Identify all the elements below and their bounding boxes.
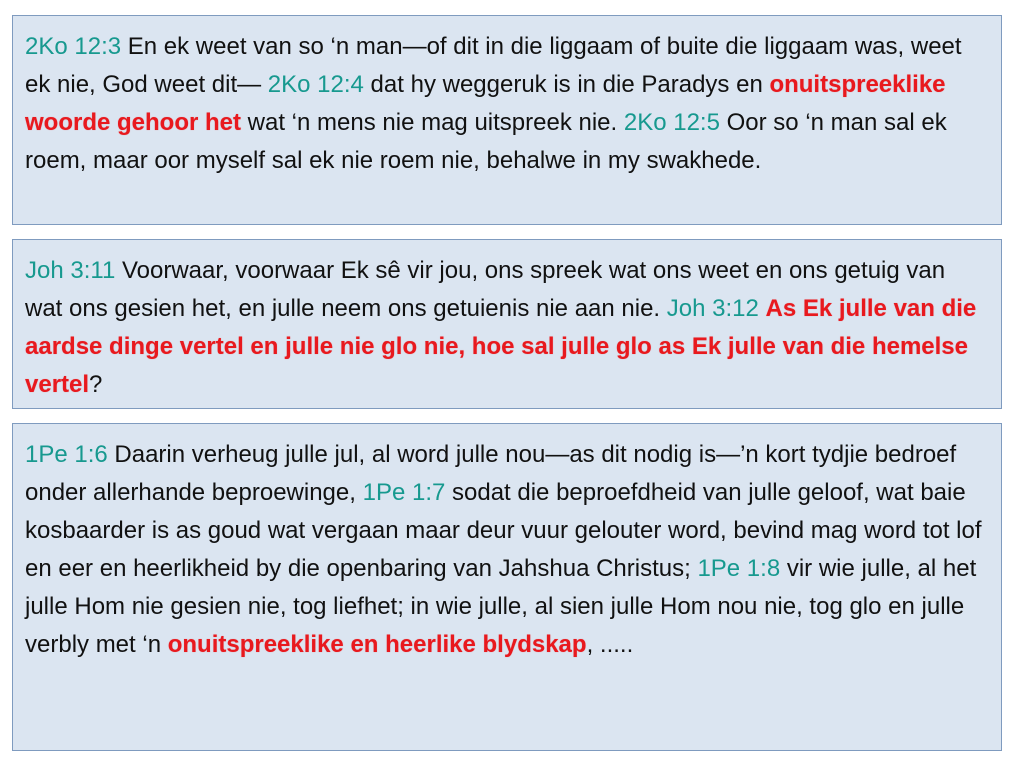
- highlighted-phrase: onuitspreeklike woorde gehoor het: [25, 71, 946, 136]
- verse-reference: 1Pe 1:8: [697, 555, 781, 582]
- verse-text: En ek weet van so ‘n man—of dit in die liggaam of buite die liggaam was, weet ek nie, God weet dit—: [25, 33, 962, 98]
- verse-reference: 1Pe 1:7: [362, 479, 446, 506]
- verse-reference: Joh 3:11: [25, 257, 116, 284]
- verse-text: Oor so ‘n man sal ek roem, maar oor myself sal ek nie roem nie, behalwe in my swakhede.: [25, 109, 947, 174]
- verse-text: ?: [89, 371, 103, 398]
- verse-text: Voorwaar, voorwaar Ek sê vir jou, ons spreek wat ons weet en ons getuig van wat ons gesien het, en julle neem ons getuienis nie aan nie.: [25, 257, 946, 322]
- verse-text: vir wie julle, al het julle Hom nie gesien nie, tog liefhet; in wie julle, al sien julle Hom nou nie, tog glo en julle verbly met ‘n: [25, 555, 977, 658]
- verse-box-joh-3: [12, 239, 1002, 409]
- verse-reference: Joh 3:12: [666, 295, 759, 322]
- highlighted-phrase: As Ek julle van die aardse dinge vertel en julle nie glo nie, hoe sal julle glo as Ek julle van die hemelse vertel: [25, 295, 977, 398]
- verse-reference: 2Ko 12:5: [623, 109, 720, 136]
- verse-text: sodat die beproefdheid van julle geloof, wat baie kosbaarder is as goud wat vergaan maar deur vuur gelouter word, bevind mag word tot lof en eer en heerlikheid by die openbaring van Jahshua Christus;: [25, 479, 982, 582]
- verse-text: , .....: [586, 631, 634, 658]
- verse-box-1pe-1: [12, 423, 1002, 751]
- verse-text: [759, 295, 766, 322]
- verse-text: Daarin verheug julle jul, al word julle nou—as dit nodig is—’n kort tydjie bedroef onder allerhande beproewinge,: [25, 441, 957, 506]
- verse-reference: 2Ko 12:4: [267, 71, 364, 98]
- verse-box-2ko-12: [12, 15, 1002, 225]
- verse-reference: 1Pe 1:6: [25, 441, 108, 468]
- highlighted-phrase: onuitspreeklike en heerlike blydskap: [167, 631, 587, 658]
- verse-text: wat ‘n mens nie mag uitspreek nie.: [241, 109, 624, 136]
- verse-text: dat hy weggeruk is in die Paradys en: [363, 71, 770, 98]
- verse-reference: 2Ko 12:3: [25, 33, 122, 60]
